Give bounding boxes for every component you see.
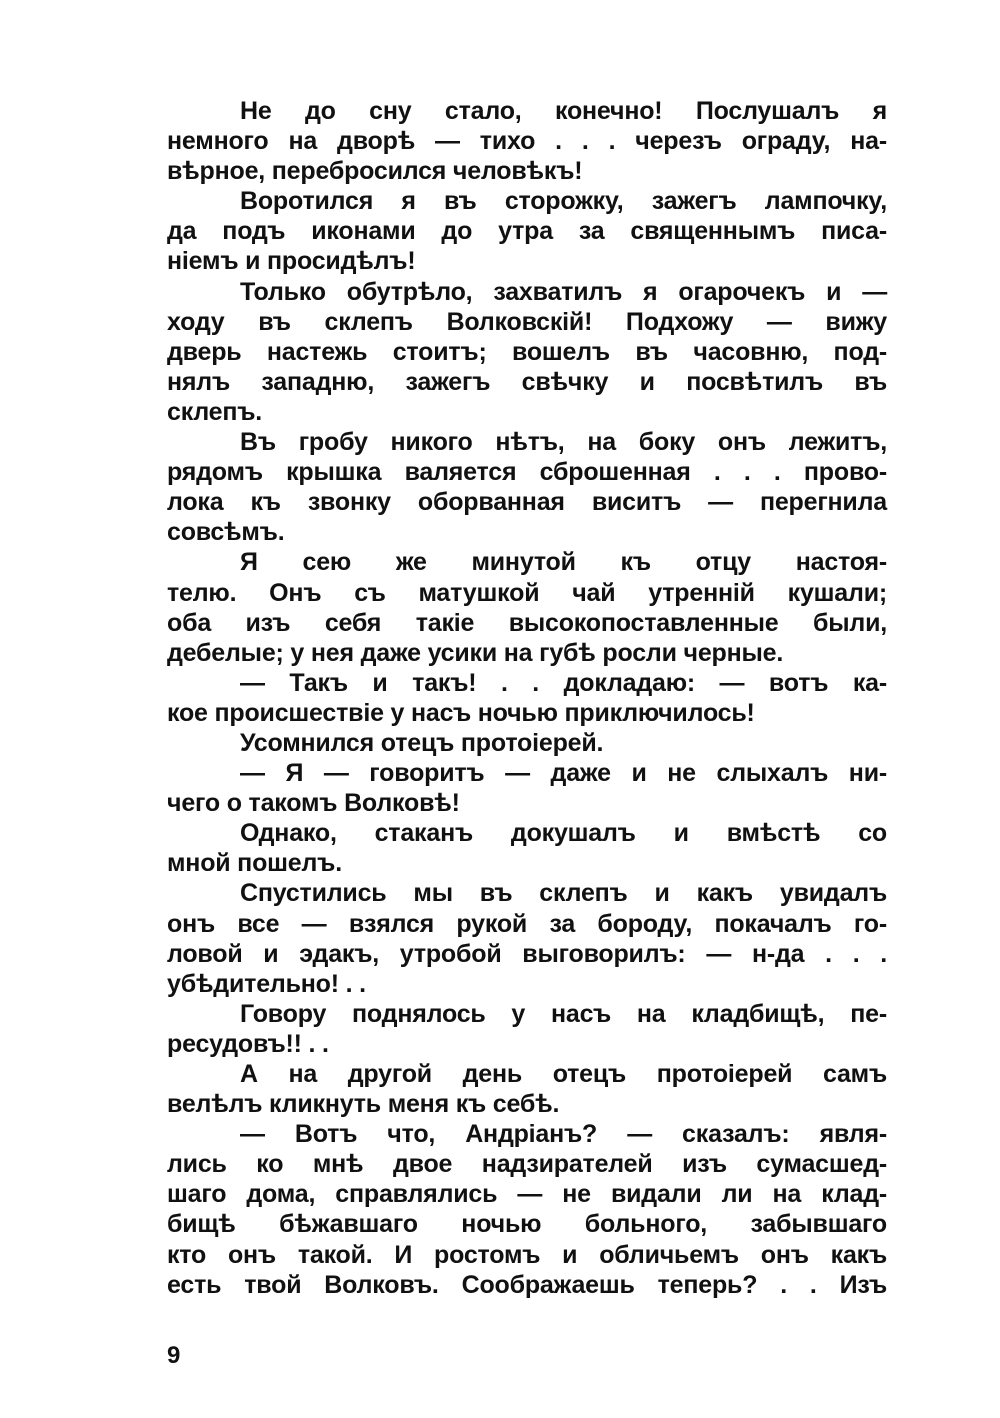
text-line: вѣрное, перебросился человѣкъ!	[167, 157, 583, 186]
text-line: Я сею же минутой къ отцу настоя-	[240, 548, 887, 577]
text-line: Не до сну стало, конечно! Послушалъ я	[240, 97, 887, 125]
text-line: склепъ.	[167, 397, 263, 426]
text-line: ловой и эдакъ, утробой выговорилъ: — н-да . . .	[167, 939, 887, 968]
text-line: бищѣ бѣжавшаго ночью больного, забывшаго	[167, 1210, 887, 1239]
text-line: Только обутрѣло, захватилъ я огарочекъ и —	[240, 277, 887, 306]
page-number: 9	[167, 1342, 181, 1369]
text-line: лись ко мнѣ двое надзирателей изъ сумасшед-	[167, 1150, 887, 1179]
text-line: Говору поднялось у насъ на кладбищѣ, пе-	[240, 999, 887, 1028]
text-line: лока къ звонку оборванная виситъ — перегнила	[167, 488, 887, 517]
text-line: рядомъ крышка валяется сброшенная . . . прово-	[167, 458, 887, 487]
text-line: нялъ западню, зажегъ свѣчку и посвѣтилъ въ	[167, 367, 887, 396]
text-line: убѣдительно! . .	[167, 969, 366, 998]
text-line: шаго дома, справлялись — не видали ли на клад-	[167, 1180, 887, 1209]
text-line: телю. Онъ съ матушкой чай утренній кушали;	[167, 578, 887, 607]
text-line: — Такъ и такъ! . . докладаю: — вотъ ка-	[240, 668, 887, 697]
text-line: дверь настежь стоитъ; вошелъ въ часовню, под-	[167, 337, 887, 366]
text-line: ніемъ и просидѣлъ!	[167, 247, 416, 276]
text-line: Въ гробу никого нѣтъ, на боку онъ лежитъ,	[240, 428, 887, 457]
text-line: немного на дворѣ — тихо . . . черезъ ограду, на-	[167, 127, 887, 156]
text-line: Усомнился отецъ протоіерей.	[240, 728, 604, 757]
text-line: мной пошелъ.	[167, 849, 342, 878]
page-text	[167, 96, 887, 1300]
text-line: — Я — говоритъ — даже и не слыхалъ ни-	[240, 759, 887, 788]
text-line: — Вотъ что, Андріанъ? — сказалъ: явля-	[240, 1120, 887, 1149]
text-line: ресудовъ!! . .	[167, 1029, 329, 1058]
text-line: есть твой Волковъ. Соображаешь теперь? . . Изъ	[167, 1270, 887, 1299]
text-line: велѣлъ кликнуть меня къ себѣ.	[167, 1090, 560, 1119]
text-line: совсѣмъ.	[167, 518, 285, 547]
text-line: Однако, стаканъ докушалъ и вмѣстѣ со	[240, 819, 887, 848]
text-line: Спустились мы въ склепъ и какъ увидалъ	[240, 879, 887, 908]
text-line: кто онъ такой. И ростомъ и обличьемъ онъ какъ	[167, 1240, 887, 1269]
text-line: оба изъ себя такіе высокопоставленные были,	[167, 608, 887, 637]
text-line: чего о такомъ Волковѣ!	[167, 789, 460, 818]
text-line: Воротился я въ сторожку, зажегъ лампочку,	[240, 187, 887, 216]
text-line: ходу въ склепъ Волковскій! Подхожу — вижу	[167, 307, 887, 336]
text-line: дебелые; у нея даже усики на губѣ росли черные.	[167, 638, 784, 667]
text-line: онъ все — взялся рукой за бороду, покачалъ го-	[167, 909, 887, 938]
text-line: А на другой день отецъ протоіерей самъ	[240, 1060, 887, 1088]
text-line: кое происшествіе у насъ ночью приключилось!	[167, 698, 755, 727]
text-line: да подъ иконами до утра за священнымъ писа-	[167, 217, 887, 246]
